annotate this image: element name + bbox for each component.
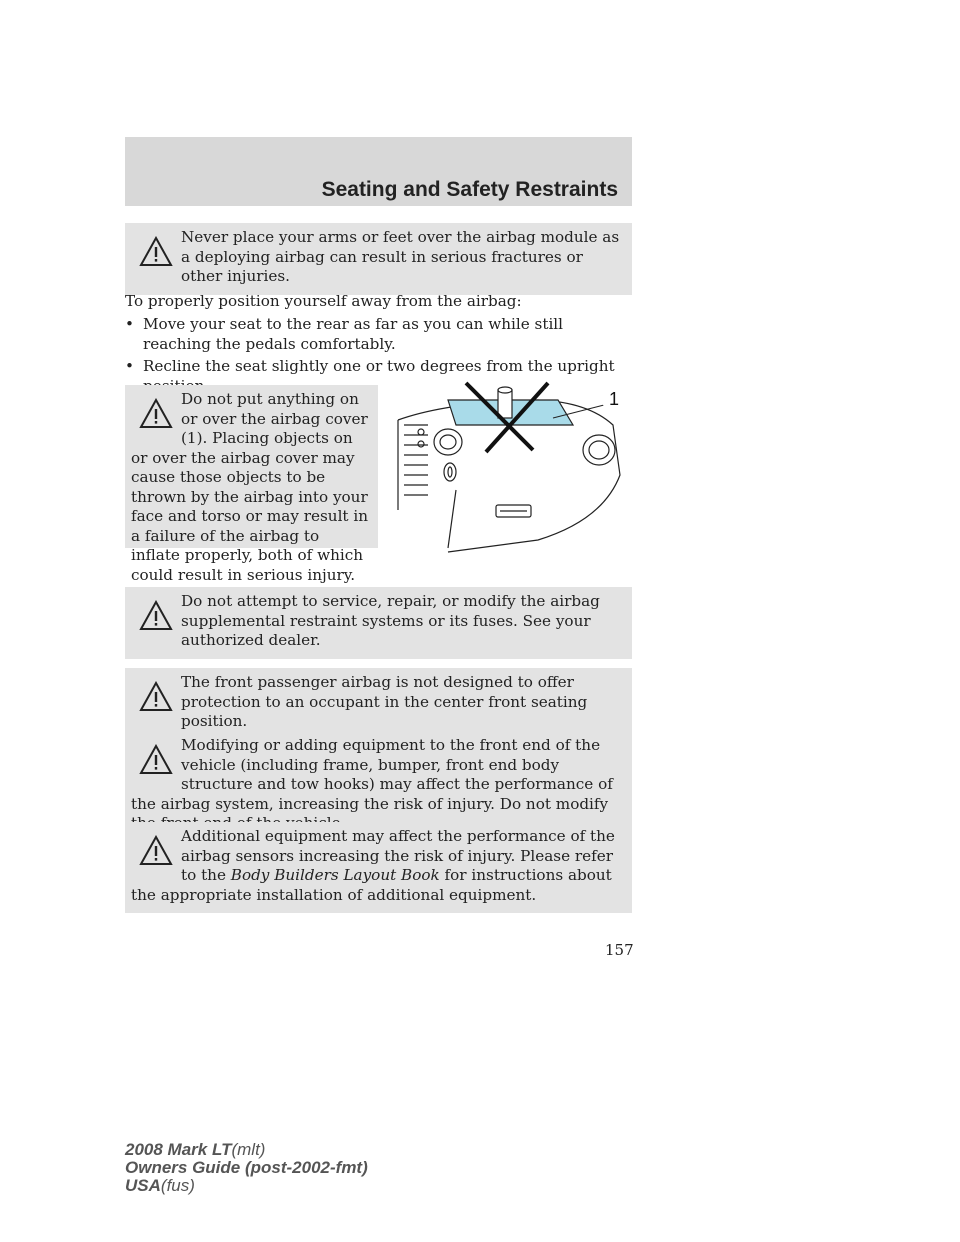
- warning-box: [125, 587, 632, 659]
- bullet-marker: •: [125, 357, 134, 375]
- section-header-band: [125, 137, 632, 206]
- intro-paragraph: To properly position yourself away from the airbag:: [125, 292, 522, 310]
- warning-triangle-icon: [139, 835, 173, 867]
- footer-model-code: (mlt): [231, 1140, 266, 1159]
- warning-text: Additional equipment may affect the performance of the airbag sensors increasing the risk of injury. Please refer to the: [181, 827, 615, 884]
- warning-text: Do not attempt to service, repair, or modify the airbag supplemental restraint systems or its fuses. See your authorized dealer.: [181, 592, 600, 649]
- bullet-marker: •: [125, 315, 134, 333]
- dashboard-airbag-illustration: [388, 380, 630, 555]
- warning-text: The front passenger airbag is not designed to offer protection to an occupant in the center front seating position.: [181, 673, 588, 730]
- footer-market-code: (fus): [160, 1176, 195, 1195]
- footer-model: 2008 Mark LT: [125, 1140, 232, 1159]
- warning-triangle-icon: [139, 236, 173, 268]
- footer-guide: Owners Guide (post-2002-fmt): [125, 1158, 368, 1177]
- warning-box: [125, 822, 632, 913]
- warning-text: Modifying or adding equipment to the front end of the vehicle (including frame, bumper, front end body structure and tow hooks) may affect the performance of the airbag system, increasing the risk of injury. Do not modify: [131, 736, 613, 813]
- document-footer: [125, 1141, 368, 1195]
- warning-box: [125, 223, 632, 295]
- bullet-text: Recline the seat slightly one or two degrees from the upright: [143, 357, 615, 375]
- warning-text-continued: for instructions about the appropriate installation of additional equipment.: [131, 866, 612, 904]
- footer-market: USA: [125, 1176, 161, 1195]
- warning-box: [125, 385, 378, 584]
- page-number: 157: [605, 941, 634, 959]
- warning-text: Never place your arms or feet over the airbag module as a deploying airbag can result in serious fractures or other injuries.: [181, 228, 620, 285]
- warning-box: [125, 668, 632, 740]
- warning-text: Do not put anything on or over the airbag cover (1). Placing objects on or over the airbag cover may cause those objects to be thrown by the airbag into your face and torso or may result in a failure of the airbag to inflate properly, both of which could result in serious injury.: [131, 390, 369, 584]
- warning-triangle-icon: [139, 600, 173, 632]
- book-title: Body Builders Layout Book: [230, 866, 440, 884]
- section-title: Seating and Safety Restraints: [321, 178, 618, 201]
- callout-label: 1: [609, 389, 620, 409]
- warning-triangle-icon: [139, 744, 173, 776]
- warning-triangle-icon: [139, 681, 173, 713]
- warning-triangle-icon: [139, 398, 173, 430]
- bullet-text: Move your seat to the rear as far as you can while still reaching the pedals comfortably.: [143, 315, 564, 353]
